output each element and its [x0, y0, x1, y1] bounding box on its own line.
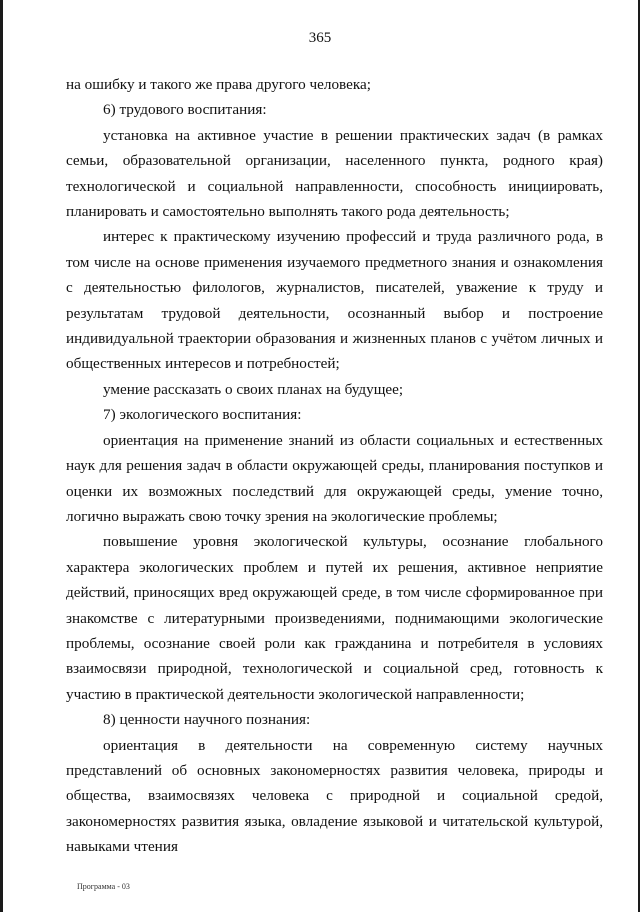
paragraph: ориентация в деятельности на современную систему научных представлений об основных закономерностях развития человека, природы и общества, взаимосвязях человека с природной и социальной средой, закономерностях развития языка, овладение языковой и читательской культурой, навыками чтения — [66, 736, 603, 856]
section-heading: 8) ценности научного познания: — [103, 711, 311, 729]
paragraph: интерес к практическому изучению профессий и труда различного рода, в том числе на основе применения изучаемого предметного знания и ознакомления с деятельностью филологов, журналистов, писателей, уважение к труду и результатам трудовой деятельности, осознанный выбор и построение индивидуальной траектории образования и жизненных планов с учётом личных и общественных интересов и потребностей; — [66, 228, 603, 373]
paragraph: ориентация на применение знаний из области социальных и естественных наук для решения задач в области окружающей среды, планирования поступков и оценки их возможных последствий для окружающей среды, умение точно, логично выражать свою точку зрения на экологические проблемы; — [66, 431, 603, 525]
section-heading: 6) трудового воспитания: — [103, 101, 267, 119]
paragraph: умение рассказать о своих планах на будущее; — [103, 380, 404, 398]
page-number: 365 — [308, 30, 332, 46]
paragraph: установка на активное участие в решении практических задач (в рамках семьи, образовательной организации, населенного пункта, родного края) технологической и социальной направленности, способность инициировать, планировать и самостоятельно выполнять такого рода деятельность; — [66, 126, 603, 221]
scan-edge-left — [0, 0, 3, 912]
page-footer: Программа - 03 — [77, 882, 130, 891]
body-text — [66, 72, 603, 860]
section-heading: 7) экологического воспитания: — [103, 406, 302, 424]
paragraph: на ошибку и такого же права другого человека; — [66, 76, 371, 93]
paragraph: повышение уровня экологической культуры, осознание глобального характера экологических проблем и путей их решения, активное неприятие действий, приносящих вред окружающей среде, в том числе сформированное при знакомстве с литературными произведениями, поднимающими экологические проблемы, осознание своей роли как гражданина и потребителя в условиях взаимосвязи природной, технологической и социальной сред, готовность к участию в практической деятельности экологической направленности; — [66, 533, 603, 703]
